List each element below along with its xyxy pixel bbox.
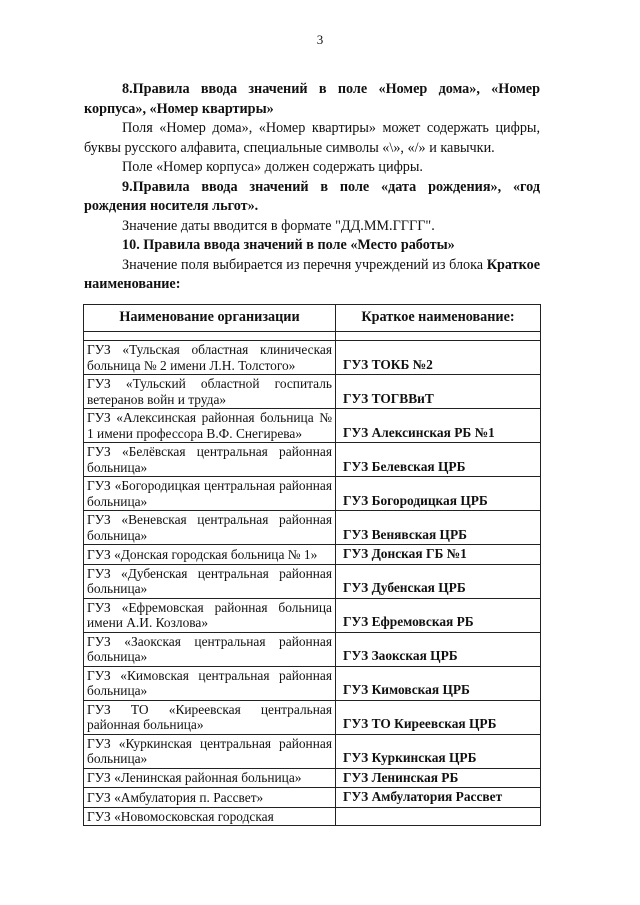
short-cell: ГУЗ Богородицкая ЦРБ [336, 477, 541, 511]
org-cell: ГУЗ «Дубенская центральная районная больница» [84, 564, 336, 598]
org-cell: ГУЗ «Куркинская центральная районная больница» [84, 734, 336, 768]
table-row [84, 768, 541, 788]
paragraph-house-fields: Поля «Номер дома», «Номер квартиры» может содержать цифры, буквы русского алфавита, специальные символы «\», «/» и кавычки. [84, 120, 540, 156]
short-cell: ГУЗ Белевская ЦРБ [336, 443, 541, 477]
org-cell: ГУЗ ТО «Киреевская центральная районная больница» [84, 700, 336, 734]
table-row [84, 341, 541, 375]
table-row [84, 700, 541, 734]
paragraph-intro [84, 256, 540, 295]
table-row [84, 734, 541, 768]
paragraph-building-field: Поле «Номер корпуса» должен содержать цифры. [122, 159, 423, 175]
paragraph-date-format: Значение даты вводится в формате "ДД.ММ.ГГГГ". [122, 217, 435, 234]
table-row [84, 477, 541, 511]
short-cell: ГУЗ Куркинская ЦРБ [336, 734, 541, 768]
short-cell: ГУЗ ТОГВВиТ [336, 375, 541, 409]
table-row [84, 443, 541, 477]
org-cell: ГУЗ «Донская городская больница № 1» [84, 545, 336, 565]
org-cell: ГУЗ «Кимовская центральная районная больница» [84, 666, 336, 700]
short-cell: ГУЗ Донская ГБ №1 [336, 545, 541, 565]
table-row [84, 598, 541, 632]
short-cell: ГУЗ Венявская ЦРБ [336, 511, 541, 545]
intro-text: Значение поля выбирается из перечня учреждений из блока [122, 256, 484, 273]
org-cell: ГУЗ «Алексинская районная больница № 1 имени профессора В.Ф. Снегирева» [84, 409, 336, 443]
short-cell: ГУЗ Алексинская РБ №1 [336, 409, 541, 443]
table-row [84, 375, 541, 409]
header-short-name: Краткое наименование: [336, 305, 541, 332]
short-cell: ГУЗ ТОКБ №2 [336, 341, 541, 375]
section-heading-10: 10. Правила ввода значений в поле «Место работы» [122, 237, 455, 253]
table-row [84, 666, 541, 700]
org-cell: ГУЗ «Амбулатория п. Рассвет» [84, 788, 336, 808]
table-header-row [84, 305, 541, 332]
short-cell: ГУЗ Заокская ЦРБ [336, 632, 541, 666]
org-cell: ГУЗ «Белёвская центральная районная больница» [84, 443, 336, 477]
short-cell: ГУЗ Дубенская ЦРБ [336, 564, 541, 598]
table-row [84, 632, 541, 666]
short-cell: ГУЗ Амбулатория Рассвет [336, 788, 541, 808]
org-cell: ГУЗ «Заокская центральная районная больница» [84, 632, 336, 666]
short-cell [336, 807, 541, 826]
intro-bold: Краткое наименование: [84, 256, 540, 292]
org-cell: ГУЗ «Ефремовская районная больница имени А.И. Козлова» [84, 598, 336, 632]
table-row [84, 409, 541, 443]
section-heading-9: 9.Правила ввода значений в поле «дата рождения», «год рождения носителя льгот». [84, 178, 540, 214]
org-cell: ГУЗ «Ленинская районная больница» [84, 768, 336, 788]
table-row [84, 564, 541, 598]
page-number: 3 [316, 32, 324, 47]
table-row [84, 807, 541, 826]
table-row [84, 511, 541, 545]
org-cell: ГУЗ «Тульская областная клиническая больница № 2 имени Л.Н. Толстого» [84, 341, 336, 375]
short-cell: ГУЗ Кимовская ЦРБ [336, 666, 541, 700]
table-gap-row [84, 332, 541, 341]
table-row [84, 788, 541, 808]
table-row [84, 545, 541, 565]
section-heading-8: 8.Правила ввода значений в поле «Номер дома», «Номер корпуса», «Номер квартиры» [84, 81, 540, 117]
organizations-table [83, 304, 541, 826]
org-cell: ГУЗ «Тульский областной госпиталь ветеранов войн и труда» [84, 375, 336, 409]
short-cell: ГУЗ Ленинская РБ [336, 768, 541, 788]
org-cell: ГУЗ «Богородицкая центральная районная больница» [84, 477, 336, 511]
header-org-name: Наименование организации [84, 305, 336, 332]
org-cell: ГУЗ «Новомосковская городская [84, 807, 336, 826]
org-cell: ГУЗ «Веневская центральная районная больница» [84, 511, 336, 545]
short-cell: ГУЗ ТО Киреевская ЦРБ [336, 700, 541, 734]
short-cell: ГУЗ Ефремовская РБ [336, 598, 541, 632]
document-body [84, 80, 540, 295]
